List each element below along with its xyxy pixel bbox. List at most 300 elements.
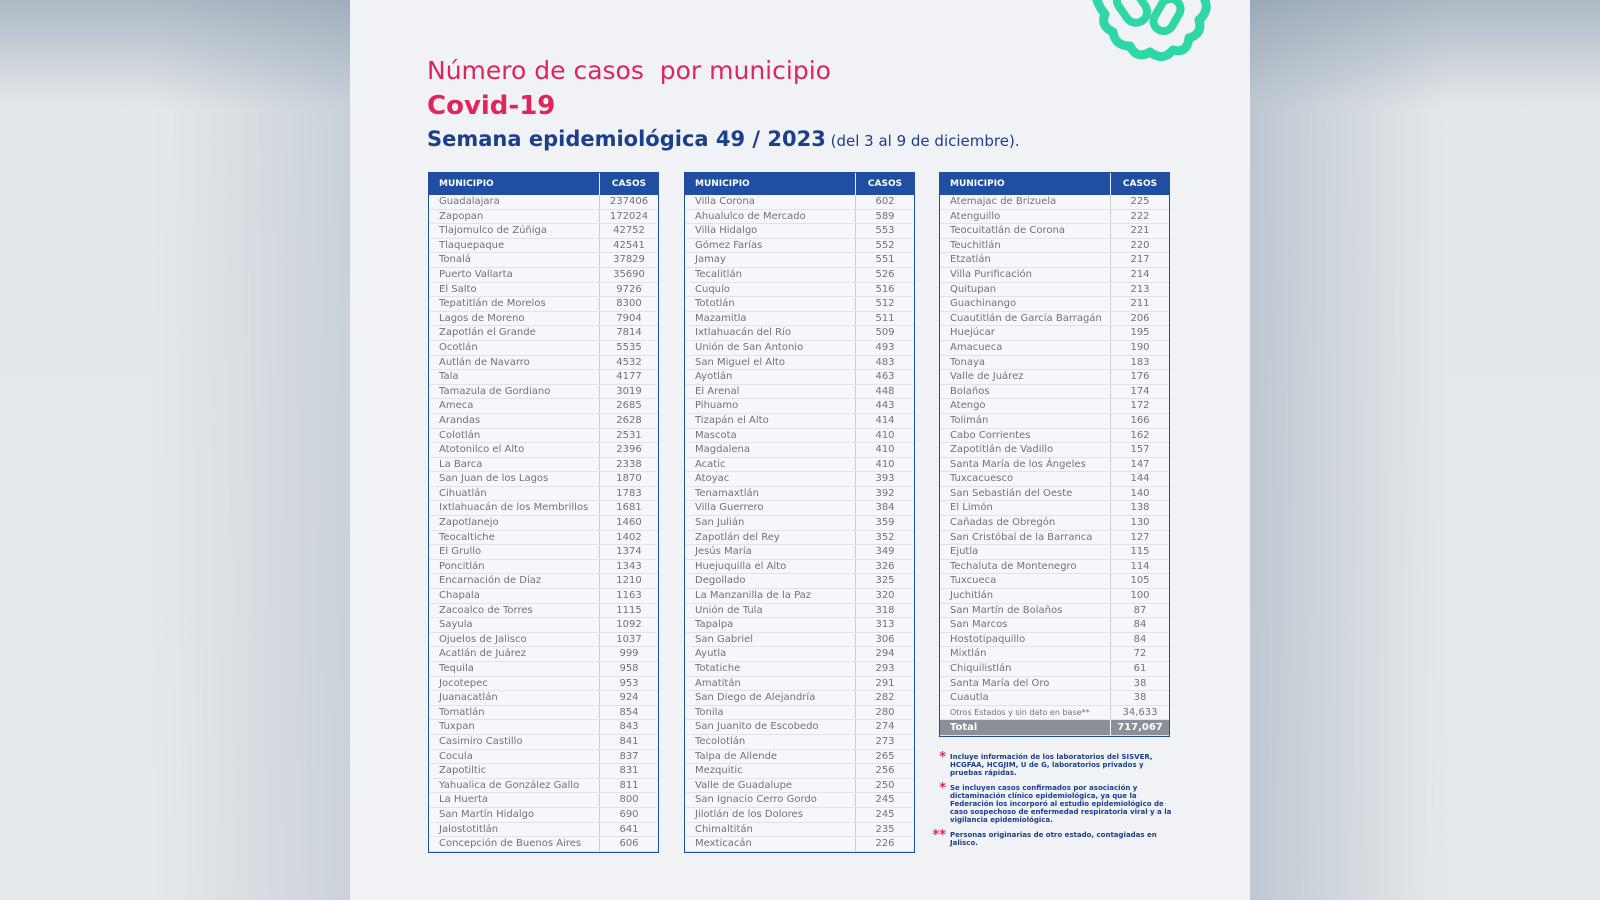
table-row — [429, 677, 658, 692]
case-count: 7904 — [616, 312, 642, 324]
case-count: 105 — [1130, 575, 1150, 587]
municipio-name: San Gabriel — [685, 633, 856, 647]
case-count: 313 — [875, 619, 895, 631]
case-count: 831 — [619, 765, 639, 777]
table-row — [940, 560, 1169, 575]
table-row — [685, 837, 914, 852]
municipio-name: Teuchitlán — [940, 239, 1111, 253]
table-row — [940, 516, 1169, 531]
municipio-name: El Limón — [940, 501, 1111, 515]
case-count: 800 — [619, 794, 639, 806]
municipio-name: Valle de Guadalupe — [685, 779, 856, 793]
municipio-name: Puerto Vallarta — [429, 268, 600, 282]
table-row — [685, 253, 914, 268]
case-count: 841 — [619, 735, 639, 747]
municipio-name: Ojuelos de Jalisco — [429, 633, 600, 647]
case-count: 349 — [875, 546, 895, 558]
municipio-name: Teocuitatlán de Corona — [940, 224, 1111, 238]
case-count: 493 — [875, 341, 895, 353]
table-row — [685, 633, 914, 648]
table-row — [940, 662, 1169, 677]
case-count: 38 — [1133, 677, 1147, 689]
municipio-name: San Miguel el Alto — [685, 356, 856, 370]
table-row — [940, 429, 1169, 444]
table-row — [940, 210, 1169, 225]
table-row — [429, 735, 658, 750]
asterisk-icon: ** — [932, 828, 946, 843]
table-body — [940, 195, 1169, 736]
table-row — [685, 414, 914, 429]
municipio-name: Ixtlahuacán de los Membrillos — [429, 501, 600, 515]
table-row — [429, 647, 658, 662]
cases-table-2 — [684, 172, 915, 853]
table-row — [940, 326, 1169, 341]
municipio-name: Mixtlán — [940, 647, 1111, 661]
municipio-name: Valle de Juárez — [940, 370, 1111, 384]
municipio-name: Encarnación de Díaz — [429, 574, 600, 588]
municipio-name: Acatlán de Juárez — [429, 647, 600, 661]
table-row — [429, 589, 658, 604]
case-count: 1783 — [616, 487, 642, 499]
table-row — [429, 560, 658, 575]
table-row — [429, 210, 658, 225]
municipio-name: La Huerta — [429, 793, 600, 807]
case-count: 3019 — [616, 385, 642, 397]
municipio-name: El Grullo — [429, 545, 600, 559]
cases-table-3 — [939, 172, 1170, 737]
footnote-text: Se incluyen casos confirmados por asociación y dictaminación clínico epidemiológica, ya que la Federación los incorporó al estudio epidemiológico de caso sospechoso de enfermedad respiratoria viral y a la vigilancia epidemiológica. — [950, 784, 1172, 824]
case-count: 100 — [1130, 590, 1150, 602]
table-body — [429, 195, 658, 852]
case-count: 843 — [619, 721, 639, 733]
municipio-name: Poncitlán — [429, 560, 600, 574]
table-row — [429, 574, 658, 589]
case-count: 220 — [1130, 239, 1150, 251]
table-row — [429, 633, 658, 648]
municipio-name: Sayula — [429, 618, 600, 632]
table-row — [429, 253, 658, 268]
title-line-1: Número de casos por municipio — [427, 56, 831, 85]
case-count: 448 — [875, 385, 895, 397]
municipio-name: Ixtlahuacán del Río — [685, 326, 856, 340]
table-row — [685, 574, 914, 589]
municipio-name: San Juan de los Lagos — [429, 472, 600, 486]
table-row — [940, 706, 1169, 721]
case-count: 393 — [875, 473, 895, 485]
municipio-name: Tuxcacuesco — [940, 472, 1111, 486]
case-count: 214 — [1130, 268, 1150, 280]
case-count: 274 — [875, 721, 895, 733]
municipio-name: Ahualulco de Mercado — [685, 210, 856, 224]
case-count: 717,067 — [1117, 722, 1163, 734]
case-count: 280 — [875, 706, 895, 718]
week-label: Semana epidemiológica 49 / 2023 — [427, 127, 826, 151]
case-count: 166 — [1130, 414, 1150, 426]
table-row — [940, 224, 1169, 239]
municipio-name: Ejutla — [940, 545, 1111, 559]
case-count: 924 — [619, 692, 639, 704]
municipio-name: Villa Guerrero — [685, 501, 856, 515]
header-municipio: MUNICIPIO — [940, 173, 1111, 195]
municipio-name: Tecalitlán — [685, 268, 856, 282]
municipio-name: Zapotlanejo — [429, 516, 600, 530]
case-count: 183 — [1130, 356, 1150, 368]
case-count: 130 — [1130, 517, 1150, 529]
table-row — [429, 326, 658, 341]
case-count: 291 — [875, 677, 895, 689]
case-count: 61 — [1133, 663, 1147, 674]
table-row — [940, 341, 1169, 356]
municipio-name: Chiquilistlán — [940, 662, 1111, 676]
municipio-name: Jilotlán de los Dolores — [685, 808, 856, 822]
table-row — [429, 516, 658, 531]
municipio-name: Tlaquepaque — [429, 239, 600, 253]
municipio-name: Talpa de Allende — [685, 750, 856, 764]
table-row — [685, 560, 914, 575]
municipio-name: Magdalena — [685, 443, 856, 457]
table-row — [685, 210, 914, 225]
case-count: 72 — [1133, 648, 1147, 660]
municipio-name: Tapalpa — [685, 618, 856, 632]
table-header — [429, 173, 658, 195]
case-count: 641 — [619, 823, 639, 835]
municipio-name: Ameca — [429, 399, 600, 413]
municipio-name: Tolimán — [940, 414, 1111, 428]
case-count: 37829 — [613, 254, 645, 266]
table-row — [429, 793, 658, 808]
table-row — [685, 647, 914, 662]
case-count: 2531 — [616, 429, 642, 441]
case-count: 282 — [875, 692, 895, 704]
table-row — [685, 501, 914, 516]
municipio-name: Concepción de Buenos Aires — [429, 837, 600, 851]
case-count: 8300 — [616, 298, 642, 310]
municipio-name: Mezquitic — [685, 764, 856, 778]
table-row — [685, 750, 914, 765]
table-row — [940, 356, 1169, 371]
table-row — [940, 443, 1169, 458]
municipio-name: Cocula — [429, 750, 600, 764]
case-count: 414 — [875, 414, 895, 426]
case-count: 147 — [1130, 458, 1150, 470]
table-row — [429, 414, 658, 429]
municipio-name: Tototlán — [685, 297, 856, 311]
table-row — [685, 823, 914, 838]
date-range: (del 3 al 9 de diciembre). — [825, 132, 1020, 150]
municipio-name: Santa María del Oro — [940, 677, 1111, 691]
municipio-name: San Martín de Bolaños — [940, 604, 1111, 618]
table-row — [940, 618, 1169, 633]
municipio-name: Etzatlán — [940, 253, 1111, 267]
header-casos: CASOS — [611, 179, 647, 189]
case-count: 225 — [1130, 196, 1150, 207]
table-row — [685, 677, 914, 692]
case-count: 325 — [875, 575, 895, 587]
municipio-name: Mexticacán — [685, 837, 856, 851]
table-row — [685, 356, 914, 371]
table-row — [429, 823, 658, 838]
municipio-name: Total — [940, 720, 1111, 735]
municipio-name: Tlajomulco de Zúñiga — [429, 224, 600, 238]
table-row — [940, 399, 1169, 414]
municipio-name: Bolaños — [940, 385, 1111, 399]
municipio-name: Guadalajara — [429, 195, 600, 209]
case-count: 410 — [875, 458, 895, 470]
table-row — [429, 691, 658, 706]
municipio-name: La Barca — [429, 458, 600, 472]
municipio-name: San Cristóbal de la Barranca — [940, 531, 1111, 545]
municipio-name: Lagos de Moreno — [429, 312, 600, 326]
municipio-name: Zacoalco de Torres — [429, 604, 600, 618]
municipio-name: Ayutla — [685, 647, 856, 661]
case-count: 483 — [875, 356, 895, 368]
case-count: 172 — [1130, 400, 1150, 412]
municipio-name: Juchitlán — [940, 589, 1111, 603]
case-count: 42541 — [613, 239, 645, 251]
table-row — [685, 618, 914, 633]
table-row — [685, 458, 914, 473]
case-count: 38 — [1133, 692, 1147, 704]
table-row — [685, 370, 914, 385]
table-row — [429, 779, 658, 794]
case-count: 293 — [875, 663, 895, 674]
table-row — [429, 399, 658, 414]
municipio-name: San Juanito de Escobedo — [685, 720, 856, 734]
table-row — [429, 370, 658, 385]
table-row — [685, 706, 914, 721]
case-count: 245 — [875, 808, 895, 820]
case-count: 958 — [619, 663, 639, 674]
municipio-name: San Sebastián del Oeste — [940, 487, 1111, 501]
table-row — [940, 458, 1169, 473]
table-row — [429, 239, 658, 254]
municipio-name: San Ignacio Cerro Gordo — [685, 793, 856, 807]
table-row — [685, 239, 914, 254]
case-count: 602 — [875, 196, 895, 207]
municipio-name: Teocaltiche — [429, 531, 600, 545]
case-count: 1115 — [616, 604, 642, 616]
table-row — [429, 429, 658, 444]
case-count: 217 — [1130, 254, 1150, 266]
municipio-name: Cañadas de Obregón — [940, 516, 1111, 530]
asterisk-icon: * — [939, 781, 946, 796]
case-count: 115 — [1130, 546, 1150, 558]
table-row — [429, 720, 658, 735]
table-header — [940, 173, 1169, 195]
table-row — [940, 253, 1169, 268]
table-row — [429, 268, 658, 283]
municipio-name: San Julián — [685, 516, 856, 530]
case-count: 265 — [875, 750, 895, 762]
case-count: 237406 — [609, 196, 649, 207]
case-count: 172024 — [609, 210, 649, 222]
case-count: 1374 — [616, 546, 642, 558]
municipio-name: Tomatlán — [429, 706, 600, 720]
case-count: 352 — [875, 531, 895, 543]
case-count: 1163 — [616, 590, 642, 602]
case-count: 320 — [875, 590, 895, 602]
table-row — [685, 224, 914, 239]
case-count: 221 — [1130, 225, 1150, 237]
table-row — [685, 341, 914, 356]
municipio-name: Tonalá — [429, 253, 600, 267]
municipio-name: Cuautitlán de García Barragán — [940, 312, 1111, 326]
table-row — [429, 604, 658, 619]
table-row — [429, 472, 658, 487]
case-count: 195 — [1130, 327, 1150, 339]
municipio-name: Autlán de Navarro — [429, 356, 600, 370]
municipio-name: Villa Purificación — [940, 268, 1111, 282]
case-count: 294 — [875, 648, 895, 660]
municipio-name: Tenamaxtlán — [685, 487, 856, 501]
case-count: 7814 — [616, 327, 642, 339]
municipio-name: Amatitán — [685, 677, 856, 691]
table-row — [429, 458, 658, 473]
case-count: 410 — [875, 429, 895, 441]
poster — [350, 0, 1250, 900]
header-municipio: MUNICIPIO — [685, 173, 856, 195]
case-count: 138 — [1130, 502, 1150, 514]
municipio-name: Jalostotitlán — [429, 823, 600, 837]
case-count: 256 — [875, 765, 895, 777]
municipio-name: Atenguillo — [940, 210, 1111, 224]
table-row — [685, 779, 914, 794]
table-row — [685, 443, 914, 458]
case-count: 190 — [1130, 341, 1150, 353]
case-count: 87 — [1133, 604, 1147, 616]
footnote — [926, 750, 1176, 777]
municipio-name: Atotonilco el Alto — [429, 443, 600, 457]
table-row — [685, 385, 914, 400]
case-count: 509 — [875, 327, 895, 339]
municipio-name: Otros Estados y sin dato en base** — [940, 706, 1111, 720]
table-row — [429, 501, 658, 516]
table-row — [940, 501, 1169, 516]
municipio-name: Cihuatlán — [429, 487, 600, 501]
table-row — [940, 487, 1169, 502]
table-row — [940, 531, 1169, 546]
case-count: 1037 — [616, 633, 642, 645]
case-count: 516 — [875, 283, 895, 295]
case-count: 174 — [1130, 385, 1150, 397]
municipio-name: Ayotlán — [685, 370, 856, 384]
case-count: 553 — [875, 225, 895, 237]
municipio-name: Cuquío — [685, 283, 856, 297]
backdrop-left — [0, 0, 350, 900]
municipio-name: Amacueca — [940, 341, 1111, 355]
municipio-name: Mascota — [685, 429, 856, 443]
municipio-name: Cuautla — [940, 691, 1111, 705]
table-row — [429, 706, 658, 721]
case-count: 1681 — [616, 502, 642, 514]
table-row — [940, 370, 1169, 385]
case-count: 551 — [875, 254, 895, 266]
municipio-name: Tala — [429, 370, 600, 384]
case-count: 359 — [875, 517, 895, 529]
municipio-name: Colotlán — [429, 429, 600, 443]
table-row — [429, 837, 658, 852]
title-line-3 — [427, 127, 1020, 151]
municipio-name: San Marcos — [940, 618, 1111, 632]
municipio-name: Villa Hidalgo — [685, 224, 856, 238]
table-row — [429, 283, 658, 298]
header-casos: CASOS — [867, 179, 903, 189]
municipio-name: Quitupan — [940, 283, 1111, 297]
municipio-name: Cabo Corrientes — [940, 429, 1111, 443]
case-count: 4177 — [616, 371, 642, 383]
municipio-name: Unión de San Antonio — [685, 341, 856, 355]
table-row — [685, 793, 914, 808]
municipio-name: Totatiche — [685, 662, 856, 676]
case-count: 1092 — [616, 619, 642, 631]
case-count: 1402 — [616, 531, 642, 543]
case-count: 318 — [875, 604, 895, 616]
case-count: 526 — [875, 268, 895, 280]
case-count: 211 — [1130, 298, 1150, 310]
total-row — [940, 720, 1169, 736]
table-row — [940, 297, 1169, 312]
municipio-name: Mazamitla — [685, 312, 856, 326]
case-count: 2396 — [616, 444, 642, 456]
table-row — [685, 531, 914, 546]
table-row — [685, 691, 914, 706]
case-count: 589 — [875, 210, 895, 222]
table-row — [685, 399, 914, 414]
municipio-name: Arandas — [429, 414, 600, 428]
footnote-text: Personas originarias de otro estado, contagiadas en Jalisco. — [950, 831, 1157, 847]
municipio-name: La Manzanilla de la Paz — [685, 589, 856, 603]
case-count: 606 — [619, 838, 639, 850]
municipio-name: Ocotlán — [429, 341, 600, 355]
municipio-name: Chimaltitán — [685, 823, 856, 837]
table-row — [940, 574, 1169, 589]
table-body — [685, 195, 914, 852]
table-row — [685, 429, 914, 444]
municipio-name: San Martín Hidalgo — [429, 808, 600, 822]
municipio-name: Zapotlán el Grande — [429, 326, 600, 340]
case-count: 552 — [875, 239, 895, 251]
table-row — [685, 589, 914, 604]
table-row — [685, 662, 914, 677]
municipio-name: Tonaya — [940, 356, 1111, 370]
table-row — [429, 750, 658, 765]
municipio-name: Juanacatlán — [429, 691, 600, 705]
case-count: 213 — [1130, 283, 1150, 295]
table-row — [429, 312, 658, 327]
case-count: 176 — [1130, 371, 1150, 383]
case-count: 35690 — [613, 268, 645, 280]
table-row — [685, 312, 914, 327]
case-count: 1343 — [616, 560, 642, 572]
municipio-name: Tequila — [429, 662, 600, 676]
municipio-name: Villa Corona — [685, 195, 856, 209]
municipio-name: Chapala — [429, 589, 600, 603]
case-count: 854 — [619, 706, 639, 718]
municipio-name: Tizapán el Alto — [685, 414, 856, 428]
case-count: 84 — [1133, 619, 1147, 631]
table-row — [940, 195, 1169, 210]
case-count: 306 — [875, 633, 895, 645]
municipio-name: Tonila — [685, 706, 856, 720]
municipio-name: Zapopan — [429, 210, 600, 224]
table-row — [685, 326, 914, 341]
table-row — [685, 283, 914, 298]
case-count: 157 — [1130, 444, 1150, 456]
asterisk-icon: * — [939, 750, 946, 765]
table-row — [429, 297, 658, 312]
municipio-name: El Arenal — [685, 385, 856, 399]
municipio-name: Tamazula de Gordiano — [429, 385, 600, 399]
